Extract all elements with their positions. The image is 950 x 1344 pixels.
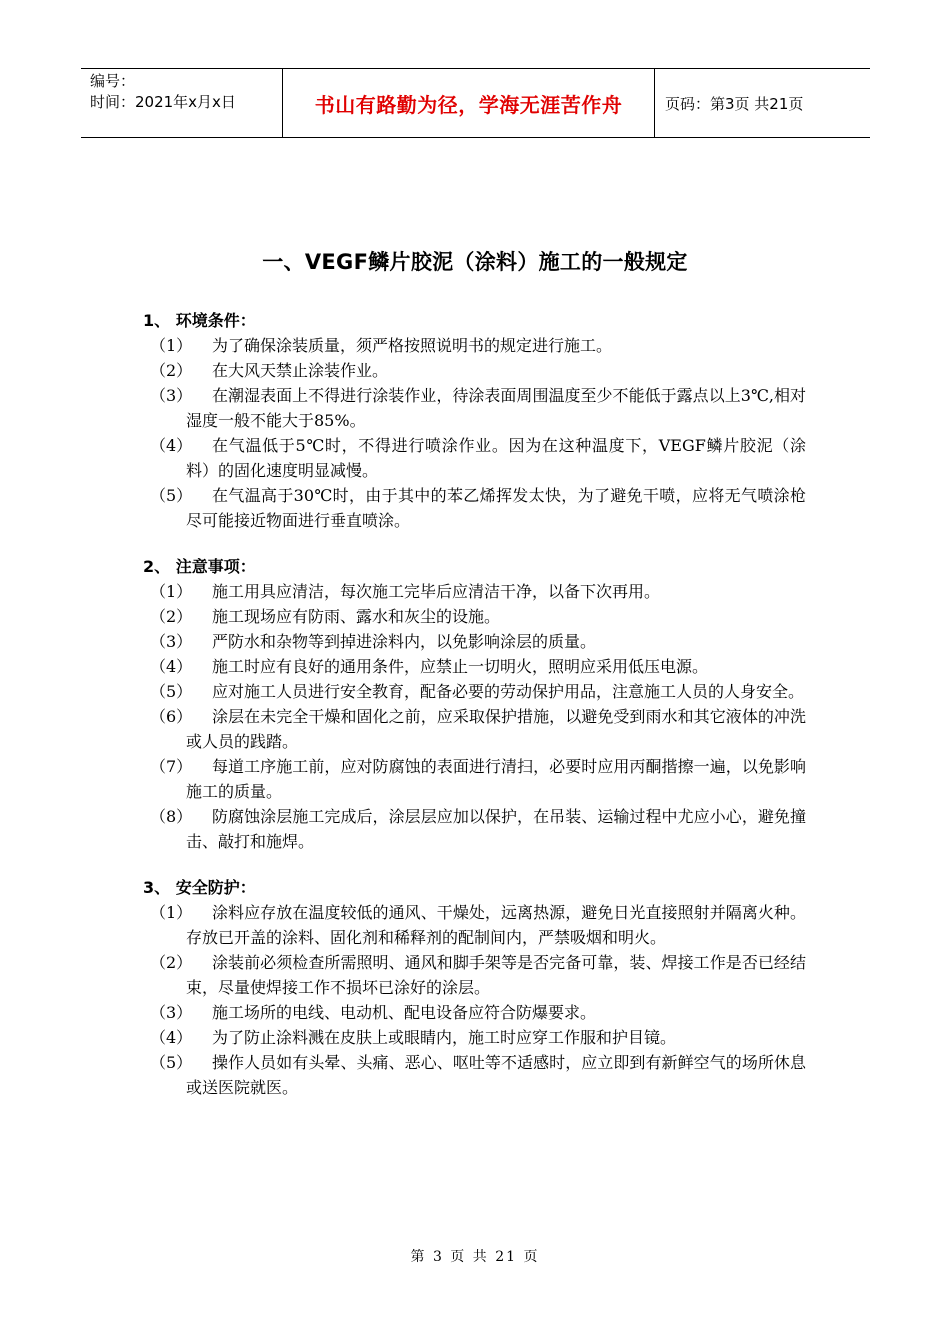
item-number: （4） [150, 657, 193, 676]
header-meta [81, 69, 282, 137]
number-label: 编号： [90, 72, 136, 90]
item-number: （5） [150, 1053, 193, 1072]
item-number: （1） [150, 336, 193, 355]
list-item [0, 483, 806, 533]
list-item [0, 604, 806, 629]
page-footer: 第 3 页 共 21 页 [410, 1249, 540, 1265]
item-number: （4） [150, 1028, 193, 1047]
list-item [0, 950, 806, 1000]
list-item [0, 679, 806, 704]
list-item [0, 654, 806, 679]
section-2 [0, 555, 950, 854]
item-number: （2） [150, 953, 193, 972]
item-text: 应对施工人员进行安全教育，配备必要的劳动保护用品，注意施工人员的人身安全。 [212, 682, 805, 701]
item-text: 施工现场应有防雨、露水和灰尘的设施。 [212, 607, 501, 626]
page-header [81, 68, 870, 138]
list-item [0, 358, 806, 383]
item-text: 施工用具应清洁，每次施工完毕后应清洁干净，以备下次再用。 [212, 582, 661, 601]
list-item [0, 333, 806, 358]
item-number: （5） [150, 486, 193, 505]
item-number: （5） [150, 682, 193, 701]
document-title: 一、VEGF鳞片胶泥（涂料）施工的一般规定 [262, 250, 688, 274]
item-number: （1） [150, 582, 193, 601]
list-item [0, 629, 806, 654]
item-text: 每道工序施工前，应对防腐蚀的表面进行清扫，必要时应用丙酮揩擦一遍，以免影响施工的质量。 [186, 757, 806, 801]
item-number: （8） [150, 807, 193, 826]
header-page-info: 页码：第3页 共21页 [665, 94, 804, 113]
item-number: （3） [150, 386, 193, 405]
list-item [0, 433, 806, 483]
item-text: 在大风天禁止涂装作业。 [212, 361, 389, 380]
item-text: 在潮湿表面上不得进行涂装作业，待涂表面周围温度至少不能低于露点以上3℃,相对湿度一般不能大于85%。 [186, 386, 806, 430]
list-item [0, 1000, 806, 1025]
item-text: 防腐蚀涂层施工完成后，涂层层应加以保护，在吊装、运输过程中尤应小心，避免撞击、敲打和施焊。 [186, 807, 806, 851]
item-number: （3） [150, 632, 193, 651]
header-page-info-cell [655, 69, 870, 137]
list-item [0, 1050, 806, 1100]
item-number: （2） [150, 361, 193, 380]
section-heading: 3、 安全防护： [143, 878, 256, 897]
item-number: （3） [150, 1003, 193, 1022]
list-item [0, 900, 806, 950]
item-number: （7） [150, 757, 193, 776]
time-label: 时间：2021年x月x日 [90, 93, 236, 111]
item-number: （2） [150, 607, 193, 626]
item-text: 为了防止涂料溅在皮肤上或眼睛内，施工时应穿工作服和护目镜。 [212, 1028, 677, 1047]
section-3 [0, 876, 950, 1100]
item-text: 操作人员如有头晕、头痛、恶心、呕吐等不适感时，应立即到有新鲜空气的场所休息或送医院就医。 [186, 1053, 806, 1097]
item-text: 施工时应有良好的通用条件，应禁止一切明火，照明应采用低压电源。 [212, 657, 709, 676]
section-1 [0, 309, 950, 533]
list-item [0, 704, 806, 754]
document-body [0, 309, 950, 1122]
list-item [0, 804, 806, 854]
item-text: 涂层在未完全干燥和固化之前，应采取保护措施，以避免受到雨水和其它液体的冲洗或人员的践踏。 [186, 707, 806, 751]
item-text: 为了确保涂装质量，须严格按照说明书的规定进行施工。 [212, 336, 613, 355]
item-text: 施工场所的电线、电动机、配电设备应符合防爆要求。 [212, 1003, 597, 1022]
section-heading: 1、 环境条件： [143, 311, 256, 330]
item-number: （1） [150, 903, 193, 922]
item-text: 涂料应存放在温度较低的通风、干燥处，远离热源，避免日光直接照射并隔离火种。存放已开盖的涂料、固化剂和稀释剂的配制间内，严禁吸烟和明火。 [186, 903, 806, 947]
item-text: 在气温高于30℃时，由于其中的苯乙烯挥发太快，为了避免干喷，应将无气喷涂枪尽可能接近物面进行垂直喷涂。 [186, 486, 806, 530]
item-text: 在气温低于5℃时，不得进行喷涂作业。因为在这种温度下，VEGF鳞片胶泥（涂料）的固化速度明显减慢。 [186, 436, 806, 480]
list-item [0, 1025, 806, 1050]
item-text: 严防水和杂物等到掉进涂料内，以免影响涂层的质量。 [212, 632, 597, 651]
item-number: （4） [150, 436, 193, 455]
header-motto: 书山有路勤为径，学海无涯苦作舟 [314, 92, 623, 117]
header-motto-cell [282, 69, 655, 137]
list-item [0, 754, 806, 804]
item-number: （6） [150, 707, 193, 726]
list-item [0, 383, 806, 433]
section-heading: 2、 注意事项： [143, 557, 256, 576]
list-item [0, 579, 806, 604]
item-text: 涂装前必须检查所需照明、通风和脚手架等是否完备可靠，装、焊接工作是否已经结束，尽量使焊接工作不损坏已涂好的涂层。 [186, 953, 806, 997]
